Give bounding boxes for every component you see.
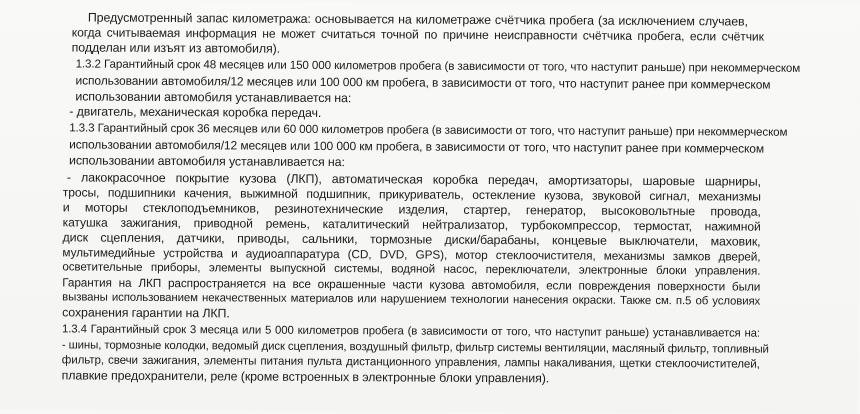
text-line: Гарантия на ЛКП распространяется на все окрашенные части кузова автомобиля, если повреждения поверхности были <box>62 275 761 294</box>
text-line: использовании автомобиля устанавливается на: <box>75 89 352 106</box>
text-line: вызваны использованием некачественных материалов или нарушением технологии нанесения окраски. Также см. п.5 об условиях <box>62 291 761 308</box>
text-line: и моторы стеклоподъемников, резинотехнические изделия, стартер, генератор, высоковольтные провода, <box>62 200 761 219</box>
text-line: плавкие предохранители, реле (кроме встроенных в электронные блоки управления). <box>61 368 550 386</box>
text-line: когда считываемая информация не может считаться точной по причине неисправности счётчика пробега, если счётчик <box>71 25 764 44</box>
text-line: 1.3.3 Гарантийный срок 36 месяцев или 60 000 километров пробега (в зависимости от того, что наступит раньше) при некоммерческом <box>69 121 788 139</box>
text-line: - лакокрасочное покрытие кузова (ЛКП), автоматическая коробка передач, амортизаторы, шаровые шарниры, <box>66 170 761 189</box>
text-line: осветительные приборы, элементы выпускной системы, водяной насос, переключатели, электронные блоки управления. <box>62 260 761 278</box>
text-line: мультимедийные устройства и аудиоаппаратура (CD, DVD, GPS), мотор стеклоочистителя, механизмы замков дверей, <box>62 245 761 264</box>
text-line: тросы, подшипники качения, выжимной подшипник, прикуриватель, остекление кузова, звуковой сигнал, механизмы <box>62 185 761 204</box>
text-line: фильтр, свечи зажигания, элементы питания пульта дистанционного управления, лампы накаливания, щетки стеклоочистителей, <box>61 353 760 371</box>
text-line: катушка зажигания, приводной ремень, каталитический нейтрализатор, турбокомпрессор, термостат, нажимной <box>62 215 761 234</box>
text-line: - шины, тормозные колодки, ведомый диск сцепления, воздушный фильтр, фильтр системы вентиляции, масляный фильтр, топливный <box>61 339 769 356</box>
text-line: сохранения гарантии на ЛКП. <box>62 305 230 321</box>
text-line: 1.3.2 Гарантийный срок 48 месяцев или 150 000 километров пробега (в зависимости от того, что наступит раньше) при некоммерческом <box>75 57 801 75</box>
text-line: диск сцепления, датчики, приводы, сальники, тормозные диски/барабаны, концевые выключатели, маховик, <box>62 230 761 249</box>
text-line: - двигатель, механическая коробка передач. <box>69 104 322 120</box>
text-line: использовании автомобиля/12 месяцев или 100 000 км пробега, в зависимости от того, что наступит ранее при коммерческом <box>75 73 771 92</box>
text-line: использовании автомобиля/12 месяцев или 100 000 км пробега, в зависимости от того, что наступит ранее при коммерческом <box>69 137 765 156</box>
text-line: подделан или изъят из автомобиля). <box>71 40 281 56</box>
text-line: 1.3.4 Гарантийный срок 3 месяца или 5 000 километров пробега (в зависимости от того, что наступит раньше) устанавливается на: <box>61 323 761 340</box>
text-line: использовании автомобиля устанавливается на: <box>68 153 345 170</box>
text-line: Предусмотренный запас километража: основывается на километраже счётчика пробега (за исключением случаев, <box>87 10 748 29</box>
